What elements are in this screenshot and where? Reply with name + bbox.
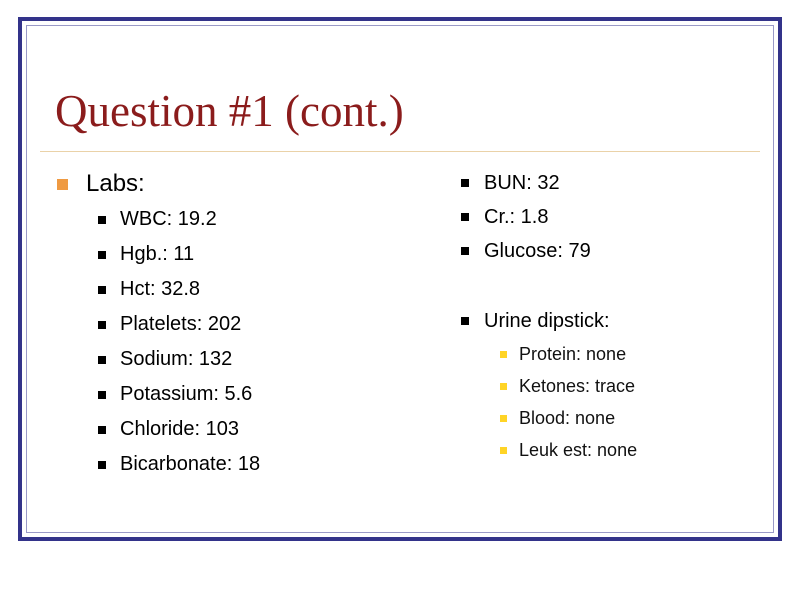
- lab-value: Cr.: 1.8: [484, 206, 549, 228]
- urine-item-blood: [460, 402, 637, 434]
- square-bullet-icon: [98, 251, 106, 259]
- square-bullet-icon: [500, 383, 507, 390]
- lab-value: Bicarbonate: 18: [120, 453, 261, 475]
- square-bullet-icon: [461, 213, 469, 221]
- square-bullet-icon: [500, 415, 507, 422]
- lab-item-wbc: [55, 202, 260, 237]
- square-bullet-icon: [461, 247, 469, 255]
- square-bullet-icon: [98, 356, 106, 364]
- square-bullet-icon: [98, 426, 106, 434]
- lab-value: Sodium: 132: [120, 348, 233, 370]
- lab-value: Potassium: 5.6: [120, 383, 253, 405]
- square-bullet-icon: [98, 321, 106, 329]
- title-divider: [40, 151, 760, 152]
- lab-item-glucose: [460, 234, 637, 268]
- urine-item-protein: [460, 338, 637, 370]
- lab-value: Platelets: 202: [120, 313, 242, 335]
- lab-item-bun: [460, 166, 637, 200]
- square-bullet-icon: [500, 351, 507, 358]
- lab-item-hgb: [55, 237, 260, 272]
- lab-item-chloride: [55, 412, 260, 447]
- square-bullet-icon: [98, 461, 106, 469]
- square-bullet-icon: [98, 391, 106, 399]
- labs-heading: [55, 166, 260, 202]
- urine-value: Ketones: trace: [519, 376, 636, 396]
- square-bullet-icon: [98, 216, 106, 224]
- urine-item-leuk-est: [460, 434, 637, 466]
- square-bullet-icon: [461, 179, 469, 187]
- lab-value: BUN: 32: [484, 172, 560, 194]
- urine-value: Leuk est: none: [519, 440, 638, 460]
- urine-dipstick-heading-text: Urine dipstick:: [484, 310, 610, 332]
- lab-value: WBC: 19.2: [120, 208, 217, 230]
- lab-item-platelets: [55, 307, 260, 342]
- urine-value: Protein: none: [519, 344, 627, 364]
- square-bullet-icon: [98, 286, 106, 294]
- lab-item-potassium: [55, 377, 260, 412]
- slide-title: Question #1 (cont.): [55, 86, 404, 136]
- urine-dipstick-heading: [460, 304, 637, 338]
- urine-item-ketones: [460, 370, 637, 402]
- square-bullet-icon: [500, 447, 507, 454]
- lab-item-hct: [55, 272, 260, 307]
- lab-item-sodium: [55, 342, 260, 377]
- square-bullet-icon: [57, 179, 68, 190]
- lab-item-creatinine: [460, 200, 637, 234]
- lab-value: Hct: 32.8: [120, 278, 201, 300]
- labs-heading-text: Labs:: [86, 170, 145, 197]
- urine-value: Blood: none: [519, 408, 616, 428]
- square-bullet-icon: [461, 317, 469, 325]
- chemistry-column: [460, 166, 637, 466]
- lab-value: Hgb.: 11: [120, 243, 195, 265]
- lab-value: Chloride: 103: [120, 418, 239, 440]
- lab-item-bicarbonate: [55, 447, 260, 482]
- lab-value: Glucose: 79: [484, 240, 591, 262]
- labs-column: [55, 166, 260, 482]
